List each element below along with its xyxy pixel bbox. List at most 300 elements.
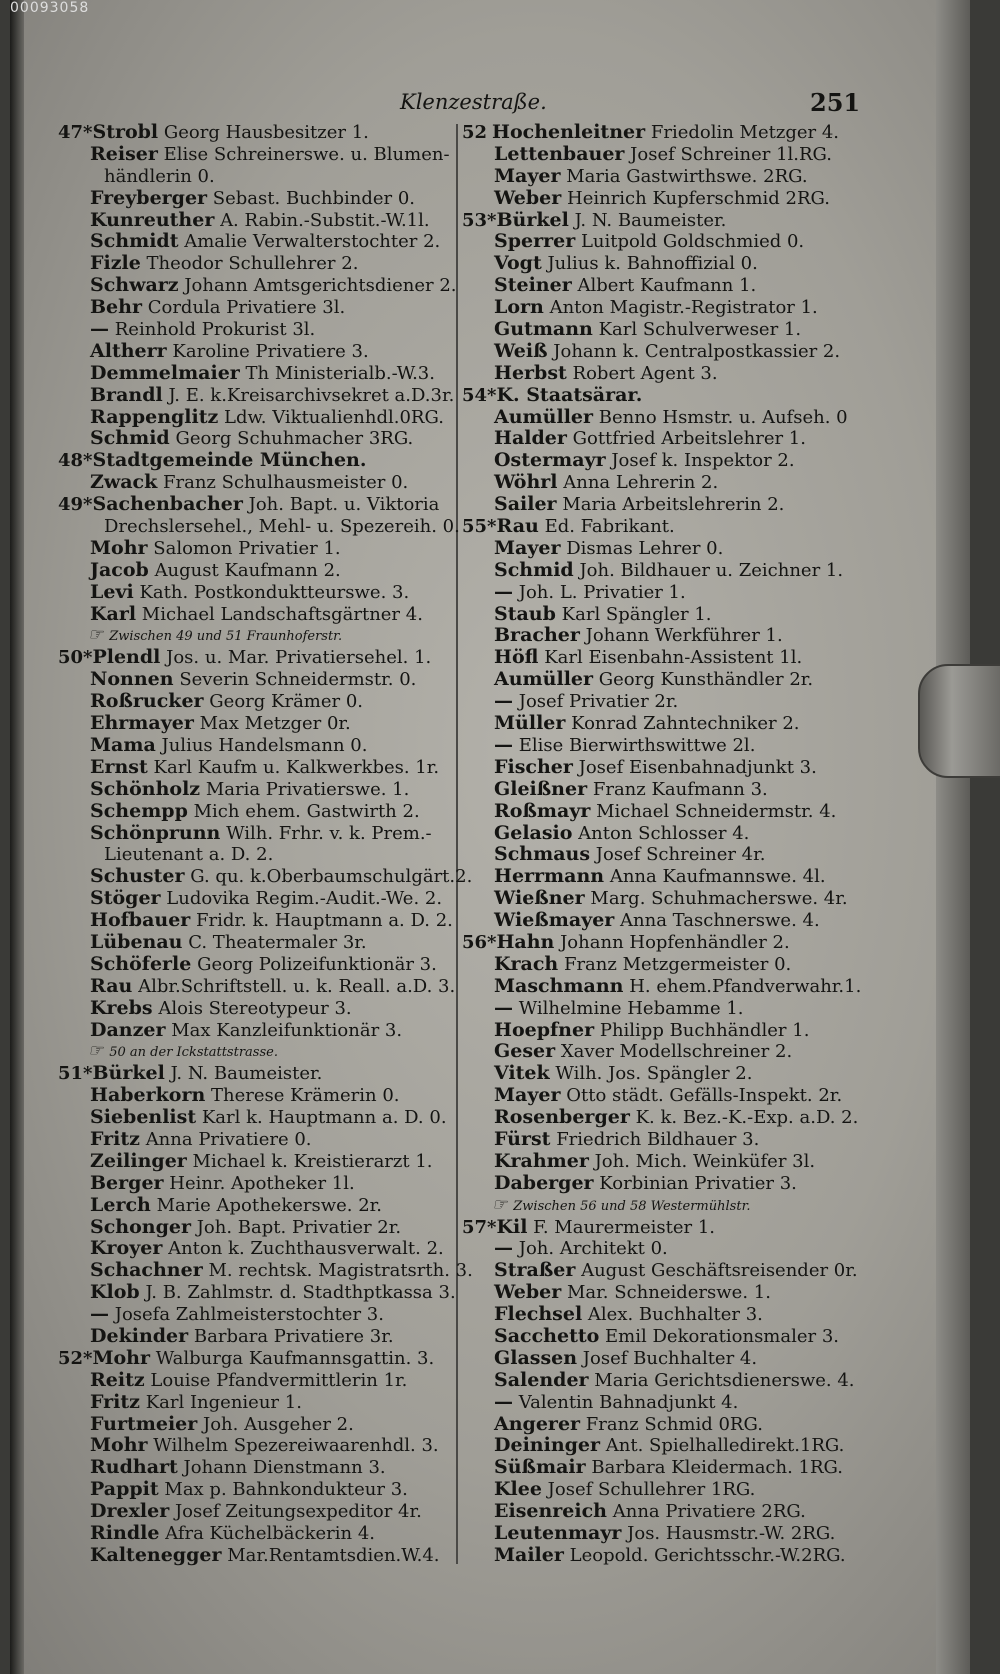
entry-details: Max Metzger 0r.	[199, 713, 351, 735]
surname: Mayer	[494, 1084, 561, 1107]
entry-details: Franz Kaufmann 3.	[592, 778, 768, 800]
entry-details: Julius k. Bahnoffizial 0.	[547, 253, 758, 275]
entry-details: Ldw. Viktualienhdl.0RG.	[224, 406, 444, 428]
surname: Kil	[496, 1215, 528, 1238]
surname: Zeilinger	[90, 1149, 187, 1172]
surname: Flechsel	[494, 1303, 583, 1326]
surname: Mohr	[90, 1434, 148, 1457]
surname: Hoepfner	[494, 1018, 595, 1041]
surname: Schöferle	[90, 952, 192, 975]
directory-entry	[462, 1217, 882, 1239]
directory-entry	[462, 1479, 882, 1501]
directory-entry	[58, 1129, 448, 1151]
surname: Behr	[90, 296, 142, 319]
entry-details: Georg Krämer 0.	[209, 691, 364, 713]
entry-details: Karl Eisenbahn-Assistent 1l.	[544, 647, 803, 669]
surname: Krahmer	[494, 1149, 589, 1172]
surname: Schmidt	[90, 230, 179, 253]
directory-entry	[58, 560, 448, 582]
directory-entry	[58, 974, 456, 998]
entry-details: Max Kanzleifunktionär 3.	[171, 1019, 403, 1041]
surname: Mayer	[494, 536, 561, 559]
house-number: 51*	[58, 1063, 93, 1085]
entry-details: Albr.Schriftstell. u. k. Reall. a.D. 3.	[138, 975, 456, 997]
entry-details: J. B. Zahlmstr. d. Stadthptkassa 3.	[145, 1282, 456, 1304]
directory-entry	[462, 1326, 882, 1348]
entry-details: Georg Polizeifunktionär 3.	[197, 953, 437, 975]
surname: Rau	[496, 515, 539, 538]
entry-details: Maria Gastwirthswe. 2RG.	[566, 165, 808, 187]
surname: Lettenbauer	[494, 142, 625, 165]
surname: Weber	[494, 1281, 562, 1304]
cross-street-note	[462, 1195, 882, 1217]
directory-entry	[58, 932, 448, 954]
note-text: 50 an der Ickstattstrasse.	[109, 1045, 278, 1061]
entry-details: Jos. Hausmstr.-W. 2RG.	[627, 1523, 836, 1544]
surname: —	[494, 1390, 513, 1413]
entry-details: Wilhelmine Hebamme 1.	[518, 997, 744, 1019]
entry-details: Marg. Schuhmacherswe. 4r.	[590, 888, 848, 910]
entry-details: K. k. Bez.-K.-Exp. a.D. 2.	[635, 1107, 859, 1129]
directory-entry	[462, 253, 882, 275]
entry-details: Salomon Privatier 1.	[153, 537, 341, 559]
directory-entry	[58, 407, 448, 429]
entry-details: Marie Apothekerswe. 2r.	[156, 1194, 383, 1216]
entry-details: Michael k. Kreistierarzt 1.	[192, 1150, 433, 1172]
surname: Nonnen	[90, 668, 174, 691]
surname: Deininger	[494, 1434, 601, 1457]
directory-entry	[462, 516, 882, 538]
entry-details: J. N. Baumeister.	[170, 1063, 323, 1085]
surname: Fritz	[90, 1390, 140, 1413]
directory-entry	[462, 319, 882, 341]
directory-entry	[58, 1173, 448, 1195]
directory-entry	[58, 1259, 473, 1282]
surname: —	[494, 1237, 513, 1260]
surname: Stöger	[90, 887, 161, 910]
entry-details: Josef Zeitungsexpeditor 4r.	[174, 1501, 422, 1523]
surname: Süßmair	[494, 1456, 586, 1479]
surname: Schachner	[90, 1259, 203, 1282]
entry-details: Georg Hausbesitzer 1.	[163, 122, 369, 143]
entry-details: Korbinian Privatier 3.	[599, 1172, 797, 1194]
pointing-hand-icon: ☞	[88, 1041, 104, 1062]
surname: Fizle	[90, 252, 141, 275]
directory-entry	[58, 757, 448, 779]
entry-details: Heinr. Apotheker 1l.	[169, 1172, 355, 1194]
directory-entry	[58, 383, 455, 407]
entry-details: A. Rabin.-Substit.-W.1l.	[220, 209, 430, 231]
entry-details: Josefa Zahlmeisterstochter 3.	[114, 1304, 384, 1326]
directory-entry	[462, 166, 882, 188]
entry-details: Wilh. Frhr. v. k. Prem.-	[226, 822, 432, 844]
entry-details: J. N. Baumeister.	[574, 209, 727, 231]
entry-details: Valentin Bahnadjunkt 4.	[518, 1391, 739, 1413]
entry-details: Karl k. Hauptmann a. D. 0.	[201, 1107, 447, 1129]
surname: Herrmann	[494, 865, 605, 888]
note-text: Zwischen 49 und 51 Fraunhoferstr.	[109, 629, 343, 645]
directory-entry	[58, 1020, 448, 1042]
directory-entry	[462, 582, 882, 604]
surname: Herbst	[494, 361, 567, 384]
directory-entry	[462, 407, 882, 429]
surname: Freyberger	[90, 186, 208, 209]
entry-details: Barbara Kleidermach. 1RG.	[591, 1457, 844, 1479]
directory-entry	[462, 341, 882, 363]
entry-details: Julius Handelsmann 0.	[161, 734, 368, 756]
entry-details: Leopold. Gerichtsschr.-W.2RG.	[569, 1544, 846, 1566]
entry-details: Johann Hopfenhändler 2.	[560, 931, 790, 953]
directory-entry	[58, 1107, 448, 1129]
directory-entry	[58, 691, 448, 713]
directory-entry	[58, 210, 448, 232]
surname: —	[494, 690, 513, 713]
surname: Aumüller	[494, 668, 594, 691]
entry-details: Afra Küchelbäckerin 4.	[165, 1523, 376, 1544]
surname: Rau	[90, 974, 133, 997]
entry-details: Severin Schneidermstr. 0.	[179, 669, 417, 691]
entry-details: Anna Privatiere 0.	[145, 1128, 312, 1150]
surname: Daberger	[494, 1171, 594, 1194]
directory-entry	[58, 998, 448, 1020]
surname: Schmaus	[494, 843, 591, 866]
entry-details: F. Maurermeister 1.	[533, 1216, 716, 1238]
surname: —	[494, 580, 513, 603]
entry-details: Franz Schmid 0RG.	[585, 1413, 763, 1435]
entry-details: Johann Werkführer 1.	[585, 625, 783, 647]
surname: Staub	[494, 602, 556, 625]
surname: Fritz	[90, 1127, 140, 1150]
surname: Eisenreich	[494, 1500, 607, 1523]
entry-details: Karl Schulverweser 1.	[598, 319, 802, 341]
directory-entry	[58, 1085, 448, 1107]
right-column	[462, 122, 882, 1567]
surname: Roßrucker	[90, 690, 204, 713]
entry-details: August Geschäftsreisender 0r.	[581, 1260, 858, 1282]
directory-entry	[462, 1107, 882, 1129]
surname: Maschmann	[494, 974, 624, 997]
directory-entry	[58, 494, 448, 516]
surname: Jacob	[90, 558, 149, 581]
entry-details: Josef Eisenbahnadjunkt 3.	[578, 756, 817, 778]
directory-entry	[58, 669, 448, 691]
entry-continuation: Lieutenant a. D. 2.	[104, 844, 274, 866]
directory-entry	[462, 275, 882, 297]
house-number: 49*	[58, 494, 93, 516]
entry-details: Anna Lehrerin 2.	[563, 472, 719, 494]
directory-entry	[58, 1348, 448, 1370]
surname: Mama	[90, 733, 156, 756]
directory-entry	[58, 1217, 448, 1239]
entry-details: Anton Schlosser 4.	[578, 822, 750, 844]
directory-entry	[462, 866, 882, 888]
directory-entry	[462, 604, 882, 626]
entry-details: August Kaufmann 2.	[154, 559, 341, 581]
directory-entry	[462, 385, 882, 407]
entry-details: Michael Landschaftsgärtner 4.	[141, 603, 423, 625]
directory-entry	[462, 844, 882, 866]
entry-details: Anton Magistr.-Registrator 1.	[549, 297, 818, 319]
directory-entry	[462, 1414, 882, 1436]
entry-details: Michael Schneidermstr. 4.	[596, 800, 837, 822]
entry-details: Joh. Architekt 0.	[518, 1238, 668, 1260]
entry-details: Elise Bierwirthswittwe 2l.	[518, 734, 756, 756]
directory-entry	[58, 582, 448, 604]
directory-entry	[58, 823, 448, 845]
entry-details: Mich ehem. Gastwirth 2.	[193, 800, 420, 822]
surname: Leutenmayr	[494, 1522, 622, 1544]
house-number: 54*	[462, 384, 497, 406]
entry-details: Johann k. Centralpostkassier 2.	[553, 340, 841, 362]
directory-entry	[462, 1260, 882, 1282]
entry-details: Josef Buchhalter 4.	[582, 1347, 758, 1369]
house-number: 56*	[462, 931, 497, 953]
entry-details: Fridr. k. Hauptmann a. D. 2.	[196, 910, 453, 932]
surname: Strobl	[92, 121, 159, 143]
surname: Schmid	[494, 558, 574, 581]
surname: Weber	[494, 186, 562, 209]
surname: Kaltenegger	[90, 1543, 222, 1566]
entry-details: Otto städt. Gefälls-Inspekt. 2r.	[566, 1085, 843, 1107]
left-column	[58, 121, 473, 1567]
directory-entry	[462, 188, 882, 210]
document-page	[10, 0, 970, 1674]
directory-entry	[462, 210, 882, 232]
directory-entry	[58, 1281, 456, 1304]
surname: Karl	[90, 602, 137, 625]
entry-details: G. qu. k.Oberbaumschulgärt.2.	[190, 866, 473, 888]
surname: Mayer	[494, 164, 561, 187]
directory-entry	[58, 297, 448, 319]
directory-entry	[462, 998, 882, 1020]
surname: Brandl	[90, 383, 163, 406]
entry-details: Johann Amtsgerichtsdiener 2.	[184, 275, 457, 297]
surname: Levi	[90, 580, 134, 603]
surname: Hahn	[496, 930, 555, 953]
directory-entry	[462, 1457, 882, 1479]
directory-entry	[58, 1501, 448, 1523]
surname: Roßmayr	[494, 799, 591, 822]
pointing-hand-icon: ☞	[492, 1194, 508, 1215]
directory-entry	[462, 1063, 882, 1085]
surname: Gelasio	[494, 821, 573, 844]
entry-details: Amalie Verwalterstochter 2.	[184, 231, 441, 253]
directory-entry	[462, 1545, 882, 1567]
entry-details: Mar.Rentamtsdien.W.4.	[227, 1544, 440, 1566]
directory-entry	[462, 625, 882, 647]
directory-entry	[462, 1282, 882, 1304]
directory-entry	[58, 604, 448, 626]
surname: Schuster	[90, 865, 185, 888]
surname: Wöhrl	[494, 471, 558, 494]
house-number: 57*	[462, 1216, 497, 1238]
entry-details: Barbara Privatiere 3r.	[193, 1325, 394, 1347]
surname: Lorn	[494, 296, 544, 319]
entry-details: Anna Taschnerswe. 4.	[620, 910, 820, 932]
entry-details: Karoline Privatiere 3.	[172, 340, 369, 362]
entry-details: Xaver Modellschreiner 2.	[560, 1041, 793, 1063]
surname: Rindle	[90, 1522, 160, 1544]
entry-details: Ed. Fabrikant.	[544, 516, 675, 538]
surname: Schonger	[90, 1215, 191, 1238]
directory-entry	[58, 122, 448, 144]
surname: Vitek	[494, 1062, 550, 1085]
directory-entry	[462, 1041, 882, 1063]
surname: Bürkel	[92, 1062, 165, 1085]
directory-entry	[58, 909, 453, 932]
surname: Bürkel	[496, 208, 569, 231]
directory-entry	[462, 363, 882, 385]
directory-entry	[462, 910, 882, 932]
entry-details: Elise Schreinerswe. u. Blumen-	[163, 143, 450, 165]
entry-details: Luitpold Goldschmied 0.	[580, 231, 805, 253]
directory-entry	[462, 1435, 882, 1457]
surname: Dekinder	[90, 1324, 189, 1347]
surname: Halder	[494, 427, 567, 450]
page-gutter-shadow	[10, 0, 24, 1674]
entry-details: Gottfried Arbeitslehrer 1.	[572, 428, 806, 450]
entry-details: Th Ministerialb.-W.3.	[245, 362, 435, 384]
surname: Krebs	[90, 996, 153, 1019]
directory-entry	[462, 691, 882, 713]
directory-entry	[462, 1238, 882, 1260]
entry-details: Johann Dienstmann 3.	[183, 1457, 386, 1479]
surname: Krach	[494, 952, 559, 975]
entry-details: Emil Dekorationsmaler 3.	[605, 1325, 840, 1347]
surname: Rudhart	[90, 1456, 178, 1479]
directory-entry	[462, 1129, 882, 1151]
house-number: 50*	[58, 647, 93, 669]
entry-details: Wilhelm Spezereiwaarenhdl. 3.	[153, 1435, 439, 1457]
entry-details: Cordula Privatiere 3l.	[147, 297, 346, 319]
cross-street-note	[58, 1041, 448, 1063]
directory-entry	[462, 779, 882, 801]
directory-entry	[462, 1392, 882, 1414]
entry-details: Joh. Bapt. u. Viktoria	[248, 494, 440, 516]
surname: Mohr	[92, 1346, 150, 1369]
surname: Berger	[90, 1171, 164, 1194]
entry-details: Jos. u. Mar. Privatiersehel. 1.	[166, 647, 432, 669]
entry-details: M. rechtsk. Magistratsrth. 3.	[208, 1260, 473, 1282]
entry-details: Maria Gerichtsdienerswe. 4.	[594, 1369, 855, 1391]
directory-entry	[462, 1173, 882, 1195]
directory-entry	[462, 428, 882, 450]
entry-details: Anna Privatiere 2RG.	[612, 1501, 806, 1523]
directory-entry	[462, 757, 882, 779]
directory-entry	[58, 472, 448, 494]
house-number: 48*	[58, 450, 93, 472]
directory-entry	[462, 888, 882, 910]
entry-details: Reinhold Prokurist 3l.	[114, 319, 316, 341]
directory-entry	[462, 494, 882, 516]
surname: Reitz	[90, 1368, 145, 1391]
surname: Schwarz	[90, 274, 179, 297]
entry-details: Sebast. Buchbinder 0.	[212, 187, 415, 209]
directory-entry	[58, 954, 448, 976]
entry-details: Alois Stereotypeur 3.	[158, 997, 352, 1019]
page-edge-right	[936, 0, 970, 1674]
surname: Siebenlist	[90, 1106, 197, 1129]
entry-details: Josef Schreiner 1l.RG.	[630, 143, 833, 165]
directory-entry	[462, 1020, 882, 1042]
entry-details: Dismas Lehrer 0.	[566, 537, 724, 559]
directory-entry	[58, 253, 448, 275]
house-number: 47*	[58, 122, 93, 143]
entry-details: Robert Agent 3.	[572, 362, 718, 384]
surname: Lübenau	[90, 930, 183, 953]
entry-details: Joh. L. Privatier 1.	[518, 581, 686, 603]
column-divider	[456, 124, 458, 1564]
directory-entry	[58, 274, 457, 297]
directory-entry	[58, 1370, 448, 1392]
directory-entry	[58, 450, 448, 472]
house-number: 52	[462, 122, 488, 143]
entry-details: Anna Kaufmannswe. 4l.	[609, 866, 826, 888]
entry-details: Ant. Spielhalledirekt.1RG.	[605, 1435, 845, 1457]
directory-entry	[58, 1479, 448, 1501]
house-number: 53*	[462, 209, 497, 231]
entry-details: Franz Schulhausmeister 0.	[163, 472, 409, 494]
directory-entry	[58, 319, 448, 341]
entry-details: Joh. Ausgeher 2.	[203, 1413, 354, 1435]
running-header: Klenzestraße.	[400, 90, 547, 114]
surname: Sacchetto	[494, 1324, 600, 1347]
entry-details: Josef k. Inspektor 2.	[611, 450, 795, 472]
directory-entry	[462, 713, 882, 735]
surname: Kunreuther	[90, 208, 215, 231]
surname: Salender	[494, 1368, 589, 1391]
pointing-hand-icon: ☞	[88, 625, 104, 646]
directory-entry	[462, 1348, 882, 1370]
directory-entry	[58, 1545, 448, 1567]
surname: Ehrmayer	[90, 712, 194, 735]
house-number: 52*	[58, 1347, 93, 1369]
directory-entry	[58, 801, 448, 823]
surname: Hochenleitner	[492, 121, 646, 143]
surname: —	[90, 1303, 109, 1326]
surname: Straßer	[494, 1259, 576, 1282]
directory-entry	[462, 1085, 882, 1107]
page-number: 251	[810, 88, 861, 117]
directory-entry	[58, 865, 473, 888]
entry-continuation: händlerin 0.	[104, 165, 215, 187]
directory-entry	[58, 1151, 448, 1173]
surname: —	[90, 318, 109, 341]
surname: Sailer	[494, 493, 557, 516]
directory-entry	[58, 1238, 448, 1260]
surname: Glassen	[494, 1346, 578, 1369]
surname: Fürst	[494, 1127, 551, 1150]
book-clasp	[918, 664, 1000, 778]
surname: Angerer	[494, 1412, 581, 1435]
entry-details: Karl Spängler 1.	[561, 603, 712, 625]
entry-details: Louise Pfandvermittlerin 1r.	[150, 1369, 408, 1391]
directory-entry	[462, 735, 882, 757]
entry-details: C. Theatermaler 3r.	[188, 931, 367, 953]
directory-entry	[462, 647, 882, 669]
entry-details: J. E. k.Kreisarchivsekret a.D.3r.	[168, 384, 455, 406]
directory-entry	[58, 735, 448, 757]
surname: Klee	[494, 1478, 542, 1501]
directory-entry	[462, 538, 882, 560]
directory-entry	[462, 1151, 882, 1173]
entry-details: Albert Kaufmann 1.	[577, 275, 757, 297]
entry-details: Georg Schuhmacher 3RG.	[175, 428, 414, 450]
entry-details: Karl Ingenieur 1.	[145, 1391, 302, 1413]
surname: Gleißner	[494, 777, 588, 800]
directory-entry	[462, 1523, 882, 1545]
surname: Kroyer	[90, 1237, 163, 1260]
